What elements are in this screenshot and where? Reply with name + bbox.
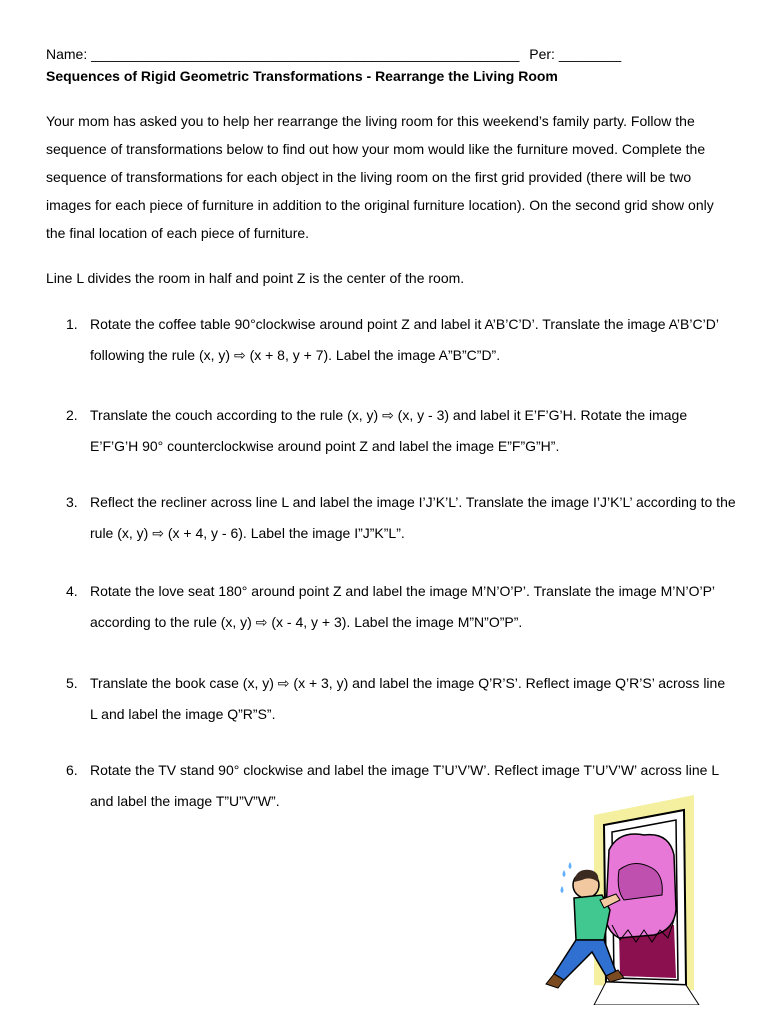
step-number: 5.	[66, 675, 78, 691]
intro-text: Your mom has asked you to help her rearrange the living room for this weekend’s family party. Follow the sequence of transformations below to find out how your mom would like the furniture moved. Complete the sequence of transformations for each object in the living room on the first grid provided (there will be two images for each piece of furniture in addition to the original furniture location). On the second grid show only the final location of each piece of furniture.	[46, 113, 714, 241]
step-text: Translate the book case (x, y) ⇨ (x + 3, y) and label the image Q’R’S’. Reflect image Q’R’S’ across line L and label the image Q”R”S”.	[90, 675, 726, 722]
step-text: Rotate the love seat 180° around point Z and label the image M’N’O’P’. Translate the image M’N’O’P’ according to the rule (x, y) ⇨ (x - 4, y + 3). Label the image M”N”O”P”.	[90, 583, 715, 630]
sweat-drop	[569, 862, 572, 869]
name-per-line	[46, 46, 646, 62]
step-5	[66, 668, 736, 730]
step-text: Rotate the coffee table 90°clockwise around point Z and label it A’B’C’D’. Translate the image A’B’C’D’ following the rule (x, y) ⇨ (x + 8, y + 7). Label the image A”B”C”D”.	[90, 316, 719, 363]
step-text: Reflect the recliner across line L and label the image I’J’K’L’. Translate the image I’J’K’L’ according to the rule (x, y) ⇨ (x + 4, y - 6). Label the image I”J”K”L”.	[90, 494, 736, 541]
page-title: Sequences of Rigid Geometric Transformations - Rearrange the Living Room	[46, 68, 558, 84]
intro-paragraph	[46, 107, 736, 247]
step-3	[66, 487, 736, 549]
boy-pants	[554, 940, 616, 980]
boy-pushing-chair-illustration	[524, 790, 704, 1005]
line-note: Line L divides the room in half and point Z is the center of the room.	[46, 270, 465, 286]
step-number: 1.	[66, 316, 78, 332]
step-text: Rotate the TV stand 90° clockwise and label the image T’U’V’W’. Reflect image T’U’V’W’ across line L and label the image T”U”V”W”.	[90, 762, 719, 809]
step-number: 3.	[66, 494, 78, 510]
step-2	[66, 400, 736, 462]
sweat-drop	[561, 886, 564, 893]
period-field[interactable]: Per: ________	[529, 46, 622, 62]
step-number: 4.	[66, 583, 78, 599]
step-4	[66, 576, 736, 638]
step-number: 2.	[66, 407, 78, 423]
step-1	[66, 309, 736, 371]
step-text: Translate the couch according to the rule (x, y) ⇨ (x, y - 3) and label it E’F’G’H. Rotate the image E’F’G’H 90° counterclockwise around point Z and label the image E”F”G”H”.	[90, 407, 688, 454]
name-field[interactable]: Name: _______________________________________________________	[46, 46, 520, 62]
sweat-drop	[563, 870, 566, 877]
floor	[594, 982, 699, 1005]
step-number: 6.	[66, 762, 78, 778]
